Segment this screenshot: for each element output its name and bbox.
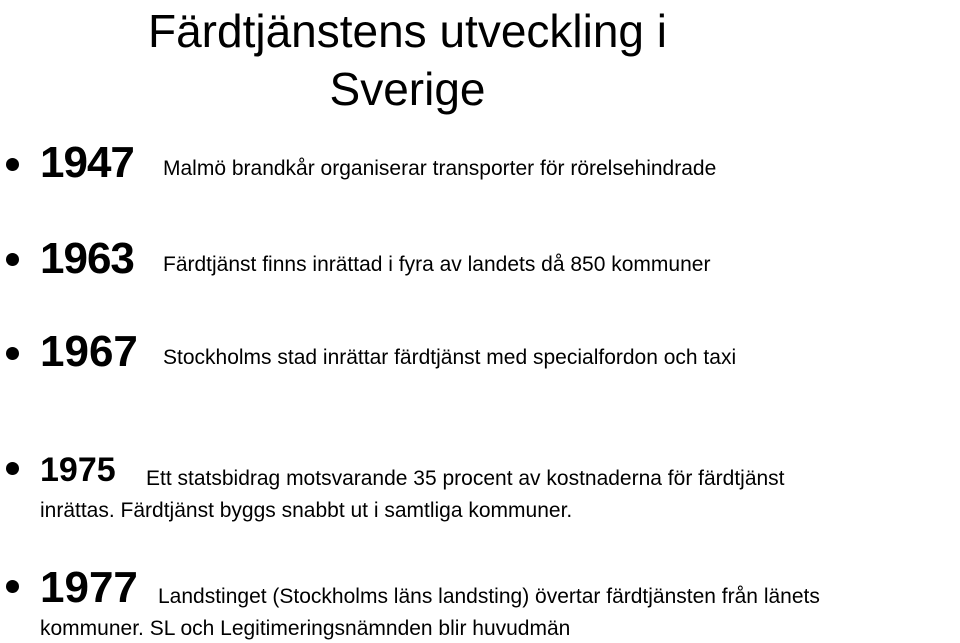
timeline-text: Malmö brandkår organiserar transporter för rörelsehindrade — [163, 157, 717, 180]
bullet-dot-icon — [6, 580, 19, 593]
timeline-year: 1963 — [40, 234, 134, 283]
timeline-text: Färdtjänst finns inrättad i fyra av landets då 850 kommuner — [163, 253, 711, 276]
timeline-text-continued: kommuner. SL och Legitimeringsnämnden blir huvudmän — [40, 617, 571, 640]
bullet-dot-icon — [6, 253, 19, 266]
timeline-year: 1975 — [40, 451, 116, 489]
timeline-year: 1967 — [40, 327, 138, 376]
slide-title-line-1: Färdtjänstens utveckling i — [147, 5, 668, 57]
slide-title — [0, 2, 815, 118]
bullet-dot-icon — [6, 347, 19, 360]
bullet-dot-icon — [6, 158, 19, 171]
timeline-text: Ett statsbidrag motsvarande 35 procent av kostnaderna för färdtjänst — [146, 467, 785, 490]
timeline-year: 1947 — [40, 138, 134, 187]
slide-title-line-2: Sverige — [329, 63, 486, 115]
timeline-year: 1977 — [40, 563, 138, 612]
timeline-text: Stockholms stad inrättar färdtjänst med specialfordon och taxi — [163, 346, 737, 369]
timeline-text: Landstinget (Stockholms läns landsting) övertar färdtjänsten från länets — [158, 585, 820, 608]
timeline-text-continued: inrättas. Färdtjänst byggs snabbt ut i samtliga kommuner. — [40, 499, 573, 522]
bullet-dot-icon — [6, 462, 19, 475]
